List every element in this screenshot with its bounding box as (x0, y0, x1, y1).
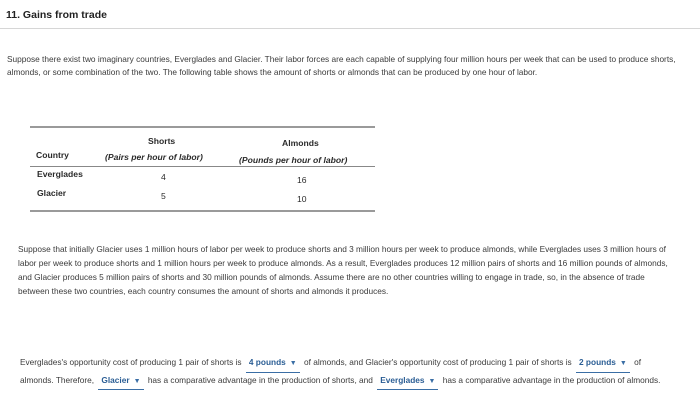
scenario-paragraph: Suppose that initially Glacier uses 1 million hours of labor per week to produce shorts and 3 million hours per week to produce almonds, while Everglades uses 3 million hours of labor per week to produce shorts and 1 million hours per week to produce almonds. As a result, Everglades produces 12 million pairs of shorts and 16 million pounds of almonds, and Glacier produces 5 million pairs of shorts and 30 million pounds of almonds. Assume there are no other countries willing to engage in trade, so, in the absence of trade between these two countries, each country consumes the amount of shorts and almonds it produces. (18, 244, 668, 296)
row-shorts-glacier: 5 (161, 191, 166, 201)
dropdown-arrow-icon: ▼ (133, 377, 141, 385)
row-country-glacier: Glacier (37, 188, 67, 198)
header-almonds-unit: (Pounds per hour of labor) (239, 155, 348, 165)
title-divider (0, 28, 700, 29)
page-title: 11. Gains from trade (6, 9, 107, 21)
almonds-advantage-dropdown[interactable] (377, 373, 438, 391)
header-shorts-unit: (Pairs per hour of labor) (105, 152, 203, 162)
dropdown-arrow-icon: ▼ (289, 360, 297, 367)
table-top-border (30, 126, 375, 128)
question-text-1: Everglades's opportunity cost of producing 1 pair of shorts is (20, 357, 242, 367)
question-text-4: has a comparative advantage in the production of shorts, and (147, 374, 373, 385)
header-almonds: Almonds (282, 138, 319, 148)
header-divider (30, 166, 375, 167)
question-paragraph (20, 355, 670, 390)
shorts-advantage-dropdown[interactable] (98, 373, 143, 391)
row-shorts-everglades: 4 (161, 172, 166, 182)
dropdown-value: Everglades (380, 374, 425, 385)
question-text-3: of almonds. Therefore, (20, 357, 642, 385)
glacier-opportunity-cost-dropdown[interactable] (576, 355, 630, 373)
question-text-2: of almonds, and Glacier's opportunity cost of producing 1 pair of shorts is (304, 357, 572, 367)
dropdown-value: 4 pounds (248, 357, 286, 367)
row-country-everglades: Everglades (37, 169, 83, 179)
question-text-5: has a comparative advantage in the production of almonds. (442, 374, 661, 385)
header-country: Country (36, 150, 69, 160)
row-almonds-glacier: 10 (297, 194, 307, 204)
row-almonds-everglades: 16 (297, 175, 307, 185)
dropdown-value: Glacier (101, 374, 130, 385)
table-bottom-border (30, 210, 375, 212)
header-shorts: Shorts (148, 136, 176, 146)
dropdown-arrow-icon: ▼ (428, 377, 436, 385)
production-table (30, 126, 375, 218)
dropdown-arrow-icon: ▼ (619, 360, 627, 367)
everglades-opportunity-cost-dropdown[interactable] (246, 355, 300, 373)
dropdown-value: 2 pounds (579, 357, 616, 367)
intro-paragraph: Suppose there exist two imaginary countries, Everglades and Glacier. Their labor forces are each capable of supplying four million hours per week that can be used to produce shorts, almonds, or some combination of the two. The following table shows the amount of shorts or almonds that can be produced by one hour of labor. (7, 54, 676, 77)
